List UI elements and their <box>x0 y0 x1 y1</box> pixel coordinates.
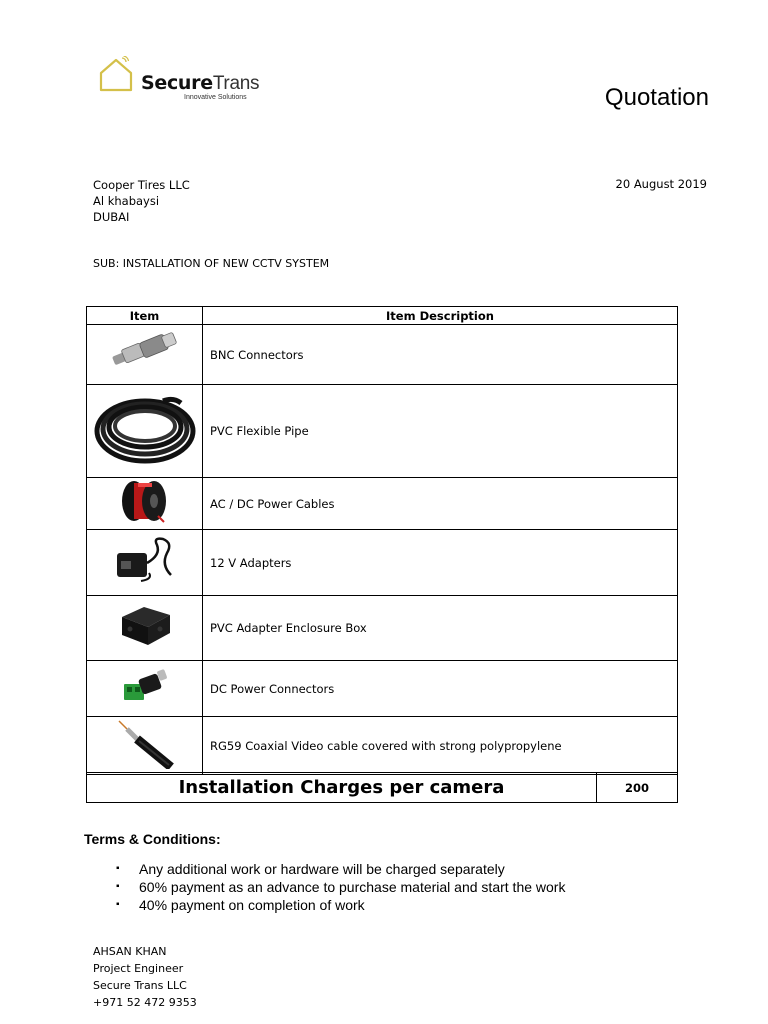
signatory-role: Project Engineer <box>93 962 184 975</box>
dc-connector-icon <box>120 666 170 706</box>
item-image-cell <box>87 717 203 775</box>
terms-text: Any additional work or hardware will be charged separately <box>139 861 505 877</box>
table-row <box>87 385 678 478</box>
recipient-area: Al khabaysi <box>93 194 160 208</box>
table-row <box>87 717 678 775</box>
item-description: RG59 Coaxial Video cable covered with strong polypropylene <box>203 717 678 775</box>
bullet-icon: ▪ <box>116 863 120 874</box>
item-description: AC / DC Power Cables <box>203 478 678 530</box>
bnc-connector-icon <box>109 332 181 372</box>
power-cable-spool-icon <box>118 478 172 524</box>
header-description: Item Description <box>203 307 678 325</box>
signatory-company: Secure Trans LLC <box>93 979 187 992</box>
enclosure-box-icon <box>116 601 174 651</box>
table-row <box>87 478 678 530</box>
house-logo-icon <box>98 56 134 92</box>
item-description: DC Power Connectors <box>203 661 678 717</box>
installation-charges-table <box>86 772 678 803</box>
bullet-icon: ▪ <box>116 899 120 910</box>
item-description: 12 V Adapters <box>203 530 678 596</box>
items-table <box>86 306 678 775</box>
recipient-address <box>93 177 190 225</box>
recipient-name: Cooper Tires LLC <box>93 178 190 192</box>
terms-title: Terms & Conditions: <box>84 831 221 847</box>
item-image-cell <box>87 325 203 385</box>
installation-charges-value: 200 <box>597 773 678 803</box>
item-description: BNC Connectors <box>203 325 678 385</box>
recipient-city: DUBAI <box>93 210 130 224</box>
terms-text: 60% payment as an advance to purchase material and start the work <box>139 879 566 895</box>
logo-wordmark: SecureTrans <box>141 72 260 94</box>
logo-tagline: Innovative Solutions <box>184 94 247 101</box>
signatory-name: AHSAN KHAN <box>93 945 167 958</box>
terms-list-item <box>114 896 565 914</box>
table-row <box>87 661 678 717</box>
table-header-row <box>87 307 678 325</box>
terms-text: 40% payment on completion of work <box>139 897 365 913</box>
coaxial-cable-icon <box>115 717 175 769</box>
item-description: PVC Adapter Enclosure Box <box>203 596 678 661</box>
header-item: Item <box>87 307 203 325</box>
table-row <box>87 325 678 385</box>
pvc-flexible-pipe-icon <box>93 391 197 467</box>
company-logo <box>98 56 268 106</box>
document-date: 20 August 2019 <box>615 177 707 191</box>
installation-charges-label: Installation Charges per camera <box>87 773 597 803</box>
item-image-cell <box>87 478 203 530</box>
item-image-cell <box>87 385 203 478</box>
table-row <box>87 596 678 661</box>
item-image-cell <box>87 596 203 661</box>
power-adapter-icon <box>113 535 177 585</box>
document-title: Quotation <box>604 84 709 111</box>
item-description: PVC Flexible Pipe <box>203 385 678 478</box>
bullet-icon: ▪ <box>116 881 120 892</box>
terms-list <box>114 860 565 914</box>
terms-list-item <box>114 878 565 896</box>
item-image-cell <box>87 530 203 596</box>
table-row <box>87 530 678 596</box>
item-image-cell <box>87 661 203 717</box>
total-row <box>87 773 678 803</box>
terms-list-item <box>114 860 565 878</box>
subject-line: SUB: INSTALLATION OF NEW CCTV SYSTEM <box>93 257 330 270</box>
signatory-phone: +971 52 472 9353 <box>93 996 197 1009</box>
signature-block <box>93 943 197 1011</box>
